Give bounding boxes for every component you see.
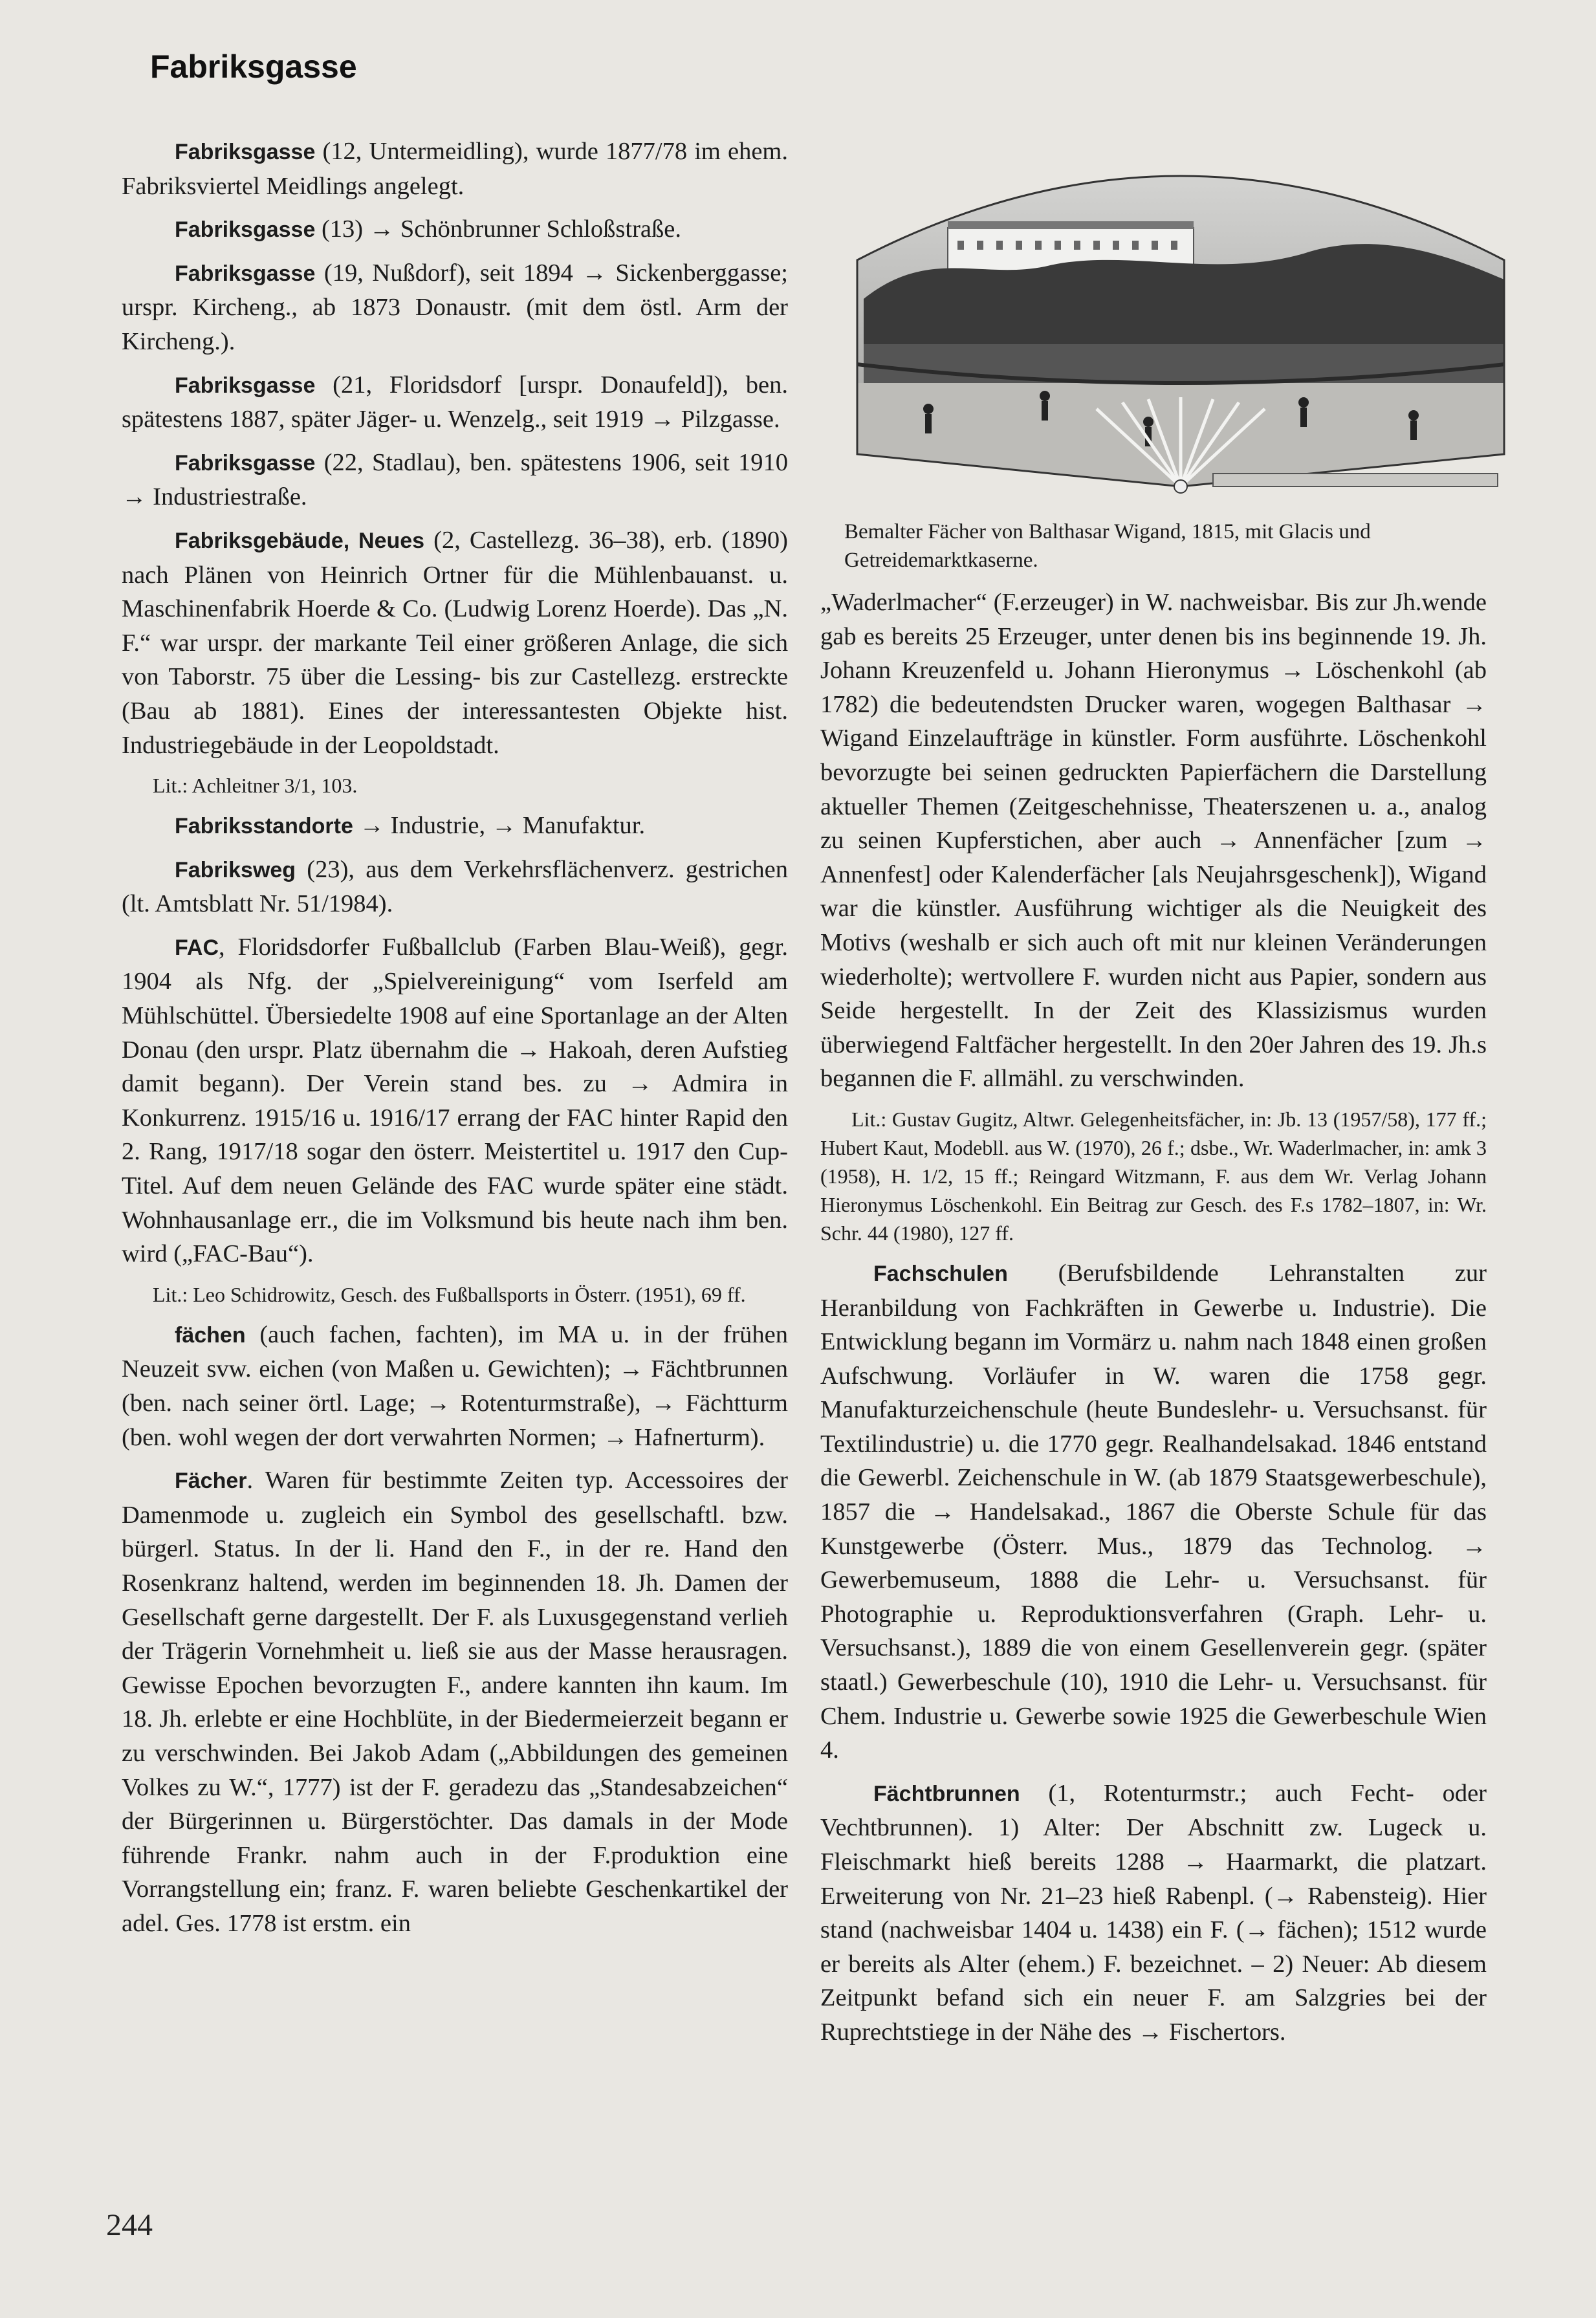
- entry-continuation: „Waderlmacher“ (F.erzeuger) in W. nachweisbar. Bis zur Jh.wende gab es bereits 25 Erzeuger, unter denen bis ins beginnende 19. Jh. Johann Kreuzenfeld u. Johann Hieronymus → Löschenkohl (ab 1782) die bedeutendsten Drucker waren, wogegen Balthasar → Wigand Einzelaufträge in künstler. Form ausführte. Löschenkohl bevorzugte bei seinen gedruckten Papierfächern die Darstellung aktueller Themen (Zeitgeschehnisse, Theaterszenen u. a., analog zu seinen Kupferstichen, aber auch → Annenfächer [zum → Annenfest] oder Kalenderfächer [als Neujahrsgeschenk]), Wigand war die künstler. Ausführung wichtiger als die Neuigkeit des Motivs (weshalb er sich auch oft mit nur kleinen Veränderungen wiederholte); wertvollere F. wurden nicht aus Papier, sondern aus Seide hergestellt. In der Zeit des Klassizismus wurden überwiegend Faltfächer hergestellt. In den 20er Jahren des 19. Jh.s begannen die F. allmähl. zu verschwinden.: [820, 589, 1487, 1093]
- entry-text: (12, Untermeidling), wurde 1877/78 im ehem. Fabriksviertel Meidlings angelegt.: [122, 138, 788, 200]
- entry: [122, 256, 788, 359]
- entry: [122, 368, 788, 437]
- entry: [122, 930, 788, 1271]
- entry-text: → Industrie, → Manufaktur.: [353, 812, 646, 840]
- entry-keyword: Fabriksstandorte: [175, 814, 353, 839]
- entry-text: (21, Floridsdorf [urspr. Donaufeld]), ben. spätestens 1887, später Jäger- u. Wenzelg., seit 1919 → Pilzgasse.: [122, 371, 788, 433]
- entry-keyword: Fachschulen: [873, 1261, 1008, 1286]
- entry-text: (1, Rotenturmstr.; auch Fecht- oder Vechtbrunnen). 1) Alter: Der Abschnitt zw. Lugeck u. Fleischmarkt hieß bereits 1288 → Haarmarkt, die platzart. Erweiterung von Nr. 21–23 hieß Rabenpl. (→ Rabensteig). Hier stand (nachweisbar 1404 u. 1438) ein F. (→ fächen); 1512 wurde er bereits als Alter (ehem.) F. bezeichnet. – 2) Neuer: Ab diesem Zeitpunkt befand sich ein neuer F. am Salzgries bei der Ruprechtstiege in der Nähe des → Fischertors.: [820, 1779, 1487, 2046]
- entry-text: , Floridsdorfer Fußballclub (Farben Blau-Weiß), gegr. 1904 als Nfg. der „Spielvereinigung“ vom Iserfeld am Mühlschüttel. Übersiedelte 1908 auf eine Sportanlage an der Alten Donau (den urspr. Platz übernahm die → Hakoah, deren Aufstieg damit begann). Der Verein stand bes. zu → Admira in Konkurrenz. 1915/16 u. 1916/17 errang der FAC hinter Rapid den 2. Rang, 1917/18 sogar den österr. Meistertitel u. 1917 den Cup-Titel. Auf dem neuen Gelände des FAC wurde später eine städt. Wohnhausanlage err., die im Volksmund bis heute nach ihm ben. wird („FAC-Bau“).: [122, 933, 788, 1268]
- entry-keyword: Fabriksgasse: [175, 450, 316, 476]
- entry: [122, 212, 788, 247]
- left-column: [122, 135, 788, 1950]
- fan-illustration: [851, 150, 1511, 499]
- entry-keyword: FAC: [175, 935, 219, 960]
- entry-keyword: Fabriksgasse: [175, 140, 316, 164]
- entry-keyword: Fächtbrunnen: [873, 1781, 1020, 1806]
- entry: [122, 809, 788, 844]
- entry-text: (19, Nußdorf), seit 1894 → Sickenberggasse; urspr. Kircheng., ab 1873 Donaustr. (mit dem östl. Arm der Kircheng.).: [122, 259, 788, 355]
- entry-text: (auch fachen, fachten), im MA u. in der frühen Neuzeit svw. eichen (von Maßen u. Gewichten); → Fächtbrunnen (ben. nach seiner örtl. Lage; → Rotenturmstraße), → Fächtturm (ben. wohl wegen der dort verwahrten Normen; → Hafnerturm).: [122, 1320, 788, 1451]
- entry-keyword: Fabriksgasse: [175, 373, 316, 398]
- entry-keyword: Fabriksgebäude, Neues: [175, 528, 425, 553]
- entry-text: (23), aus dem Verkehrsflächenverz. gestrichen (lt. Amtsblatt Nr. 51/1984).: [122, 855, 788, 918]
- page-number: 244: [106, 2208, 153, 2242]
- entry: [122, 853, 788, 921]
- entry-text: (13) → Schönbrunner Schloßstraße.: [315, 215, 681, 243]
- entry: [820, 1777, 1487, 2050]
- literature-reference: Lit.: Gustav Gugitz, Altwr. Gelegenheitsfächer, in: Jb. 13 (1957/58), 177 ff.; Hubert Kaut, Modebll. aus W. (1970), 26 f.; dsbe., Wr. Waderlmacher, in: amk 3 (1958), H. 1/2, 15 ff.; Reingard Witzmann, F. aus dem Wr. Verlag Johann Hieronymus Löschenkohl. Ein Beitrag zur Gesch. des F.s 1782–1807, in: Wr. Schr. 44 (1980), 127 ff.: [820, 1107, 1487, 1245]
- literature-reference: Lit.: Leo Schidrowitz, Gesch. des Fußballsports in Österr. (1951), 69 ff.: [153, 1282, 746, 1306]
- literature-reference: Lit.: Achleitner 3/1, 103.: [153, 774, 358, 798]
- entry-text: . Waren für bestimmte Zeiten typ. Accessoires der Damenmode u. zugleich ein Symbol des gesellschaftl. bzw. bürgerl. Status. In der li. Hand den F., in der re. Hand den Rosenkranz haltend, werden im beginnenden 18. Jh. Damen der Gesellschaft gerne dargestellt. Der F. als Luxusgegenstand verlieh der Trägerin Vornehmheit u. ließ sie aus der Masse herausragen. Gewisse Epochen bevorzugten F., andere kannten ihn kaum. Im 18. Jh. erlebte er eine Hochblüte, in der Biedermeierzeit begann er zu verschwinden. Bei Jakob Adam („Abbildungen des gemeinen Volkes zu W.“, 1777) ist der F. geradezu das „Standesabzeichen“ der Bürgerinnen u. Bürgerstöchter. Das damals in der Mode führende Frankr. nahm auch in der F.produktion eine Vorrangstellung ein; franz. F. waren beliebte Geschenkartikel der adel. Ges. 1778 ist erstm. ein: [122, 1467, 788, 1937]
- entry: [122, 446, 788, 514]
- entry: [820, 1256, 1487, 1767]
- entry: [122, 1463, 788, 1940]
- figure-caption: Bemalter Fächer von Balthasar Wigand, 1815, mit Glacis und Getreidemarktkaserne.: [844, 520, 1371, 572]
- entry-keyword: fächen: [175, 1322, 246, 1348]
- entry-text: (Berufsbildende Lehranstalten zur Heranbildung von Fachkräften in Gewerbe u. Industrie). Die Entwicklung begann im Vormärz u. nahm nach 1848 einen großen Aufschwung. Vorläufer in W. waren die 1758 gegr. Manufakturzeichenschule (heute Bundeslehr- u. Versuchsanst. für Textilindustrie) u. die 1770 gegr. Realhandelsakad. 1846 entstand die Gewerbl. Zeichenschule in W. (ab 1879 Staatsgewerbeschule), 1857 die → Handelsakad., 1867 die Oberste Schule für das Kunstgewerbe (Österr. Mus., 1879 das Technolog. → Gewerbemuseum, 1888 die Lehr- u. Versuchsanst. für Photographie u. Reproduktionsverfahren (Graph. Lehr- u. Versuchsanst.), 1889 die von einem Gesellenverein gegr. (später staatl.) Gewerbeschule (10), 1910 die Lehr- u. Versuchsanst. für Chem. Industrie u. Gewerbe sowie 1925 die Gewerbeschule Wien 4.: [820, 1259, 1487, 1764]
- entry: [122, 135, 788, 203]
- entry-keyword: Fabriksweg: [175, 857, 296, 882]
- entry-keyword: Fächer: [175, 1469, 247, 1494]
- entry: [122, 523, 788, 762]
- page-header-title: Fabriksgasse: [150, 49, 357, 85]
- right-column: [820, 585, 1487, 2059]
- entry-text: (22, Stadlau), ben. spätestens 1906, seit 1910 → Industriestraße.: [122, 448, 788, 511]
- entry-keyword: Fabriksgasse: [175, 217, 316, 243]
- entry-text: (2, Castellezg. 36–38), erb. (1890) nach Plänen von Heinrich Ortner für die Mühlenbauanst. u. Maschinenfabrik Hoerde & Co. (Ludwig Lorenz Hoerde). Das „N. F.“ war urspr. der markante Teil einer größeren Anlage, die sich von Taborstr. 75 über die Lessing- bis zur Castellezg. erstreckte (Bau ab 1881). Eines der interessantesten Objekte hist. Industriegebäude in der Leopoldstadt.: [122, 526, 789, 759]
- entry-keyword: Fabriksgasse: [175, 261, 316, 286]
- entry: [122, 1318, 788, 1454]
